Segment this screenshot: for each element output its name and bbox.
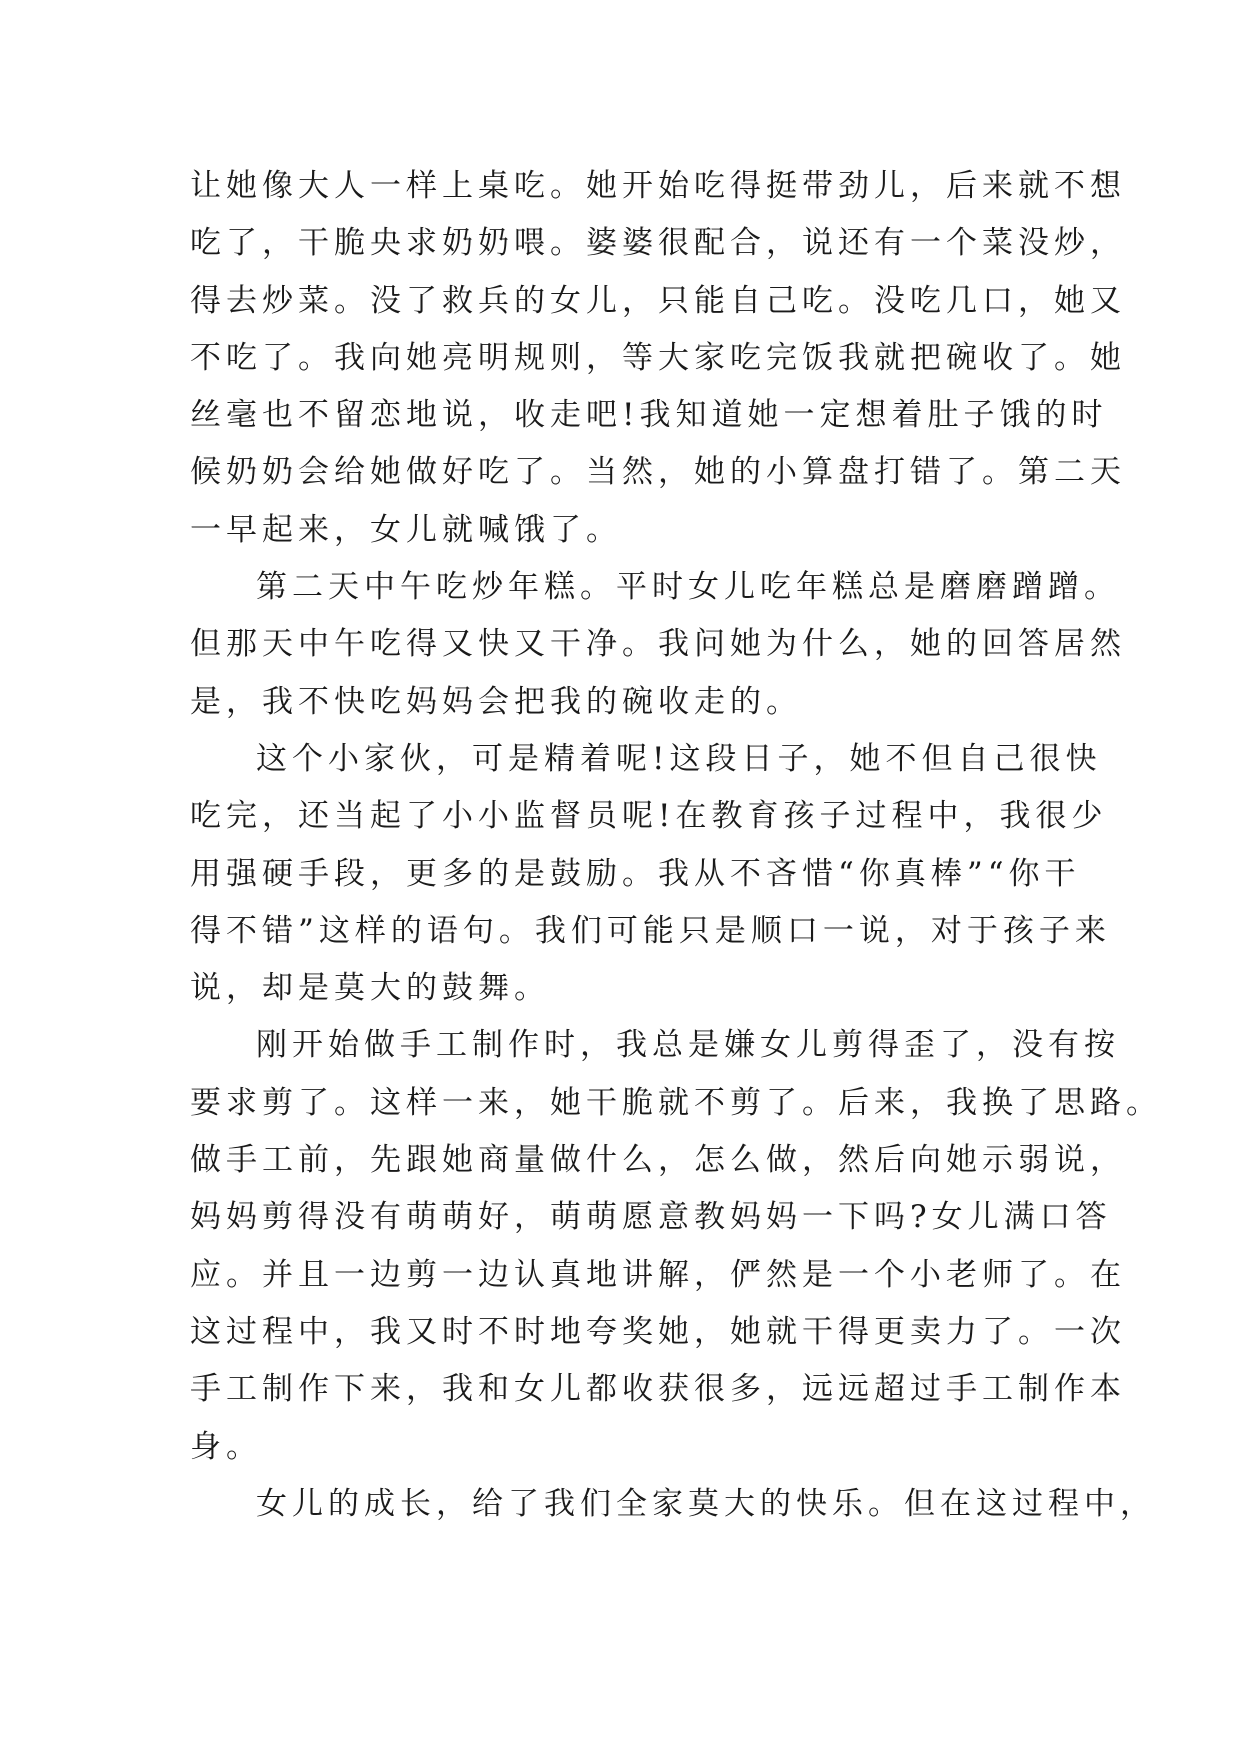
paragraph xyxy=(190,158,1126,559)
text-line: 但那天中午吃得又快又干净。我问她为什么，她的回答居然 xyxy=(190,626,1126,663)
paragraph xyxy=(190,731,1111,1017)
text-line: 候奶奶会给她做好吃了。当然，她的小算盘打错了。第二天 xyxy=(190,454,1126,491)
text-line: 得不错”这样的语句。我们可能只是顺口一说，对于孩子来 xyxy=(190,912,1111,949)
document-body xyxy=(190,158,1162,1533)
text-line: 这个小家伙，可是精着呢!这段日子，她不但自己很快 xyxy=(256,740,1102,777)
text-line: 吃完，还当起了小小监督员呢!在教育孩子过程中，我很少 xyxy=(190,798,1108,835)
text-line: 这过程中，我又时不时地夸奖她，她就干得更卖力了。一次 xyxy=(190,1313,1126,1350)
paragraph xyxy=(190,559,1126,731)
text-line: 用强硬手段，更多的是鼓励。我从不吝惜“你真棒”“你干 xyxy=(190,855,1081,892)
text-line: 应。并且一边剪一边认真地讲解，俨然是一个小老师了。在 xyxy=(190,1256,1126,1293)
text-line: 身。 xyxy=(190,1428,262,1465)
text-line: 女儿的成长，给了我们全家莫大的快乐。但在这过程中， xyxy=(256,1485,1156,1522)
paragraph xyxy=(190,1017,1162,1475)
text-line: 妈妈剪得没有萌萌好，萌萌愿意教妈妈一下吗?女儿满口答 xyxy=(190,1199,1112,1236)
text-line: 要求剪了。这样一来，她干脆就不剪了。后来，我换了思路。 xyxy=(190,1084,1162,1121)
text-line: 一早起来，女儿就喊饿了。 xyxy=(190,511,622,548)
text-line: 做手工前，先跟她商量做什么，怎么做，然后向她示弱说， xyxy=(190,1142,1126,1179)
paragraph xyxy=(190,1476,1156,1533)
text-line: 第二天中午吃炒年糕。平时女儿吃年糕总是磨磨蹭蹭。 xyxy=(256,569,1120,606)
text-line: 是，我不快吃妈妈会把我的碗收走的。 xyxy=(190,683,802,720)
text-line: 手工制作下来，我和女儿都收获很多，远远超过手工制作本 xyxy=(190,1371,1126,1408)
text-line: 说，却是莫大的鼓舞。 xyxy=(190,970,550,1007)
text-line: 丝毫也不留恋地说，收走吧!我知道她一定想着肚子饿的时 xyxy=(190,397,1108,434)
text-line: 吃了，干脆央求奶奶喂。婆婆很配合，说还有一个菜没炒， xyxy=(190,225,1126,262)
text-line: 刚开始做手工制作时，我总是嫌女儿剪得歪了，没有按 xyxy=(256,1027,1120,1064)
text-line: 不吃了。我向她亮明规则，等大家吃完饭我就把碗收了。她 xyxy=(190,339,1126,376)
text-line: 得去炒菜。没了救兵的女儿，只能自己吃。没吃几口，她又 xyxy=(190,282,1126,319)
text-line: 让她像大人一样上桌吃。她开始吃得挺带劲儿，后来就不想 xyxy=(190,168,1126,204)
